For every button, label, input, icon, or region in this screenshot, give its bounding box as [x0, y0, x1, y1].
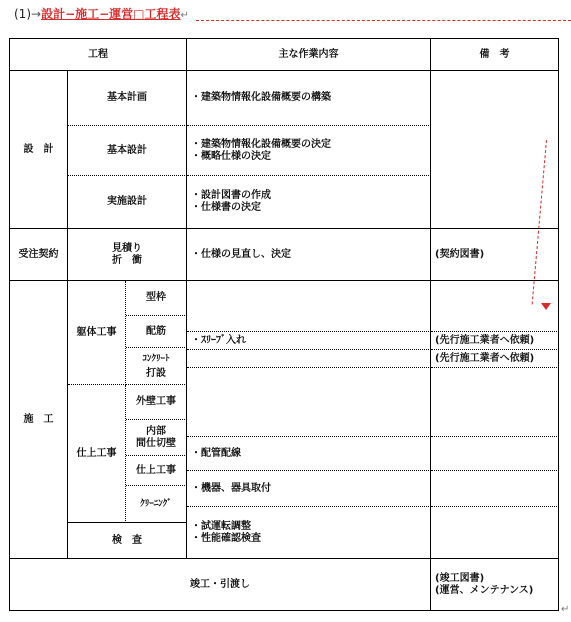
design-label: 設 計: [9, 71, 68, 229]
return-mark-icon: ↵: [180, 10, 189, 21]
construction-remarks-concrete: (先行施工業者へ依頼): [431, 350, 559, 368]
header-remarks: 備 考: [431, 38, 559, 71]
finishing-work-label: 仕上工事: [68, 385, 126, 523]
design-content-basic-design: ・建築物情報化設備概要の決定 ・概略仕様の決定: [187, 126, 431, 176]
design-stage-detailed-design: 実施設計: [68, 176, 187, 229]
contract-content: ・仕様の見直し、決定: [187, 229, 431, 281]
construction-content-blank: [187, 281, 431, 332]
return-mark-end-icon: ↵: [561, 604, 570, 615]
contract-label: 受注契約: [9, 229, 68, 281]
finishing-item-partition: 内部 間仕切壁: [126, 420, 187, 456]
header-process: 工程: [9, 38, 187, 71]
construction-content-sleeve: ・ｽﾘｰﾌﾞ入れ: [187, 332, 431, 350]
completion-remarks: (竣工図書) (運営、メンテナンス): [431, 559, 559, 611]
construction-remarks-blank-4: [431, 471, 559, 507]
design-remarks: [431, 71, 559, 229]
construction-remarks-blank-3: [431, 437, 559, 471]
skeleton-item-rebar: 配筋: [126, 316, 187, 348]
skeleton-item-formwork: 型枠: [126, 281, 187, 316]
construction-content-inspection: ・試運転調整 ・性能確認検査: [187, 507, 431, 559]
construction-label: 施 工: [9, 281, 68, 559]
design-content-basic-plan: ・建築物情報化設備概要の構築: [187, 71, 431, 126]
comment-connector-line: [196, 20, 571, 21]
header-content: 主な作業内容: [187, 38, 431, 71]
design-stage-basic-design: 基本設計: [68, 126, 187, 176]
design-content-detailed-design: ・設計図書の作成 ・仕様書の決定: [187, 176, 431, 229]
skeleton-item-concrete: ｺﾝｸﾘｰﾄ 打設: [126, 348, 187, 385]
skeleton-work-label: 躯体工事: [68, 281, 126, 385]
finishing-item-exterior: 外壁工事: [126, 385, 187, 420]
construction-remarks-blank-2: [431, 368, 559, 437]
section-heading: [14, 6, 189, 24]
inspection-label: 検 査: [68, 523, 187, 559]
construction-content-equipment: ・機器、器具取付: [187, 471, 431, 507]
construction-remarks-blank: [431, 281, 559, 332]
construction-remarks-sleeve: (先行施工業者へ依頼): [431, 332, 559, 350]
construction-content-blank-2: [187, 350, 431, 368]
heading-number: (1): [14, 7, 31, 21]
finishing-item-cleaning: ｸﾘｰﾆﾝｸﾞ: [126, 486, 187, 523]
tab-arrow-icon: →: [31, 7, 42, 21]
construction-content-blank-3: [187, 368, 431, 437]
finishing-item-finish: 仕上工事: [126, 456, 187, 486]
design-stage-basic-plan: 基本計画: [68, 71, 187, 126]
heading-title-link[interactable]: 設計−施工−運営□工程表: [41, 7, 181, 21]
construction-content-piping: ・配管配線: [187, 437, 431, 471]
construction-remarks-blank-5: [431, 507, 559, 559]
contract-stage: 見積り 折 衝: [68, 229, 187, 281]
contract-remarks: (契約図書): [431, 229, 559, 281]
completion-label: 竣工・引渡し: [9, 559, 431, 611]
